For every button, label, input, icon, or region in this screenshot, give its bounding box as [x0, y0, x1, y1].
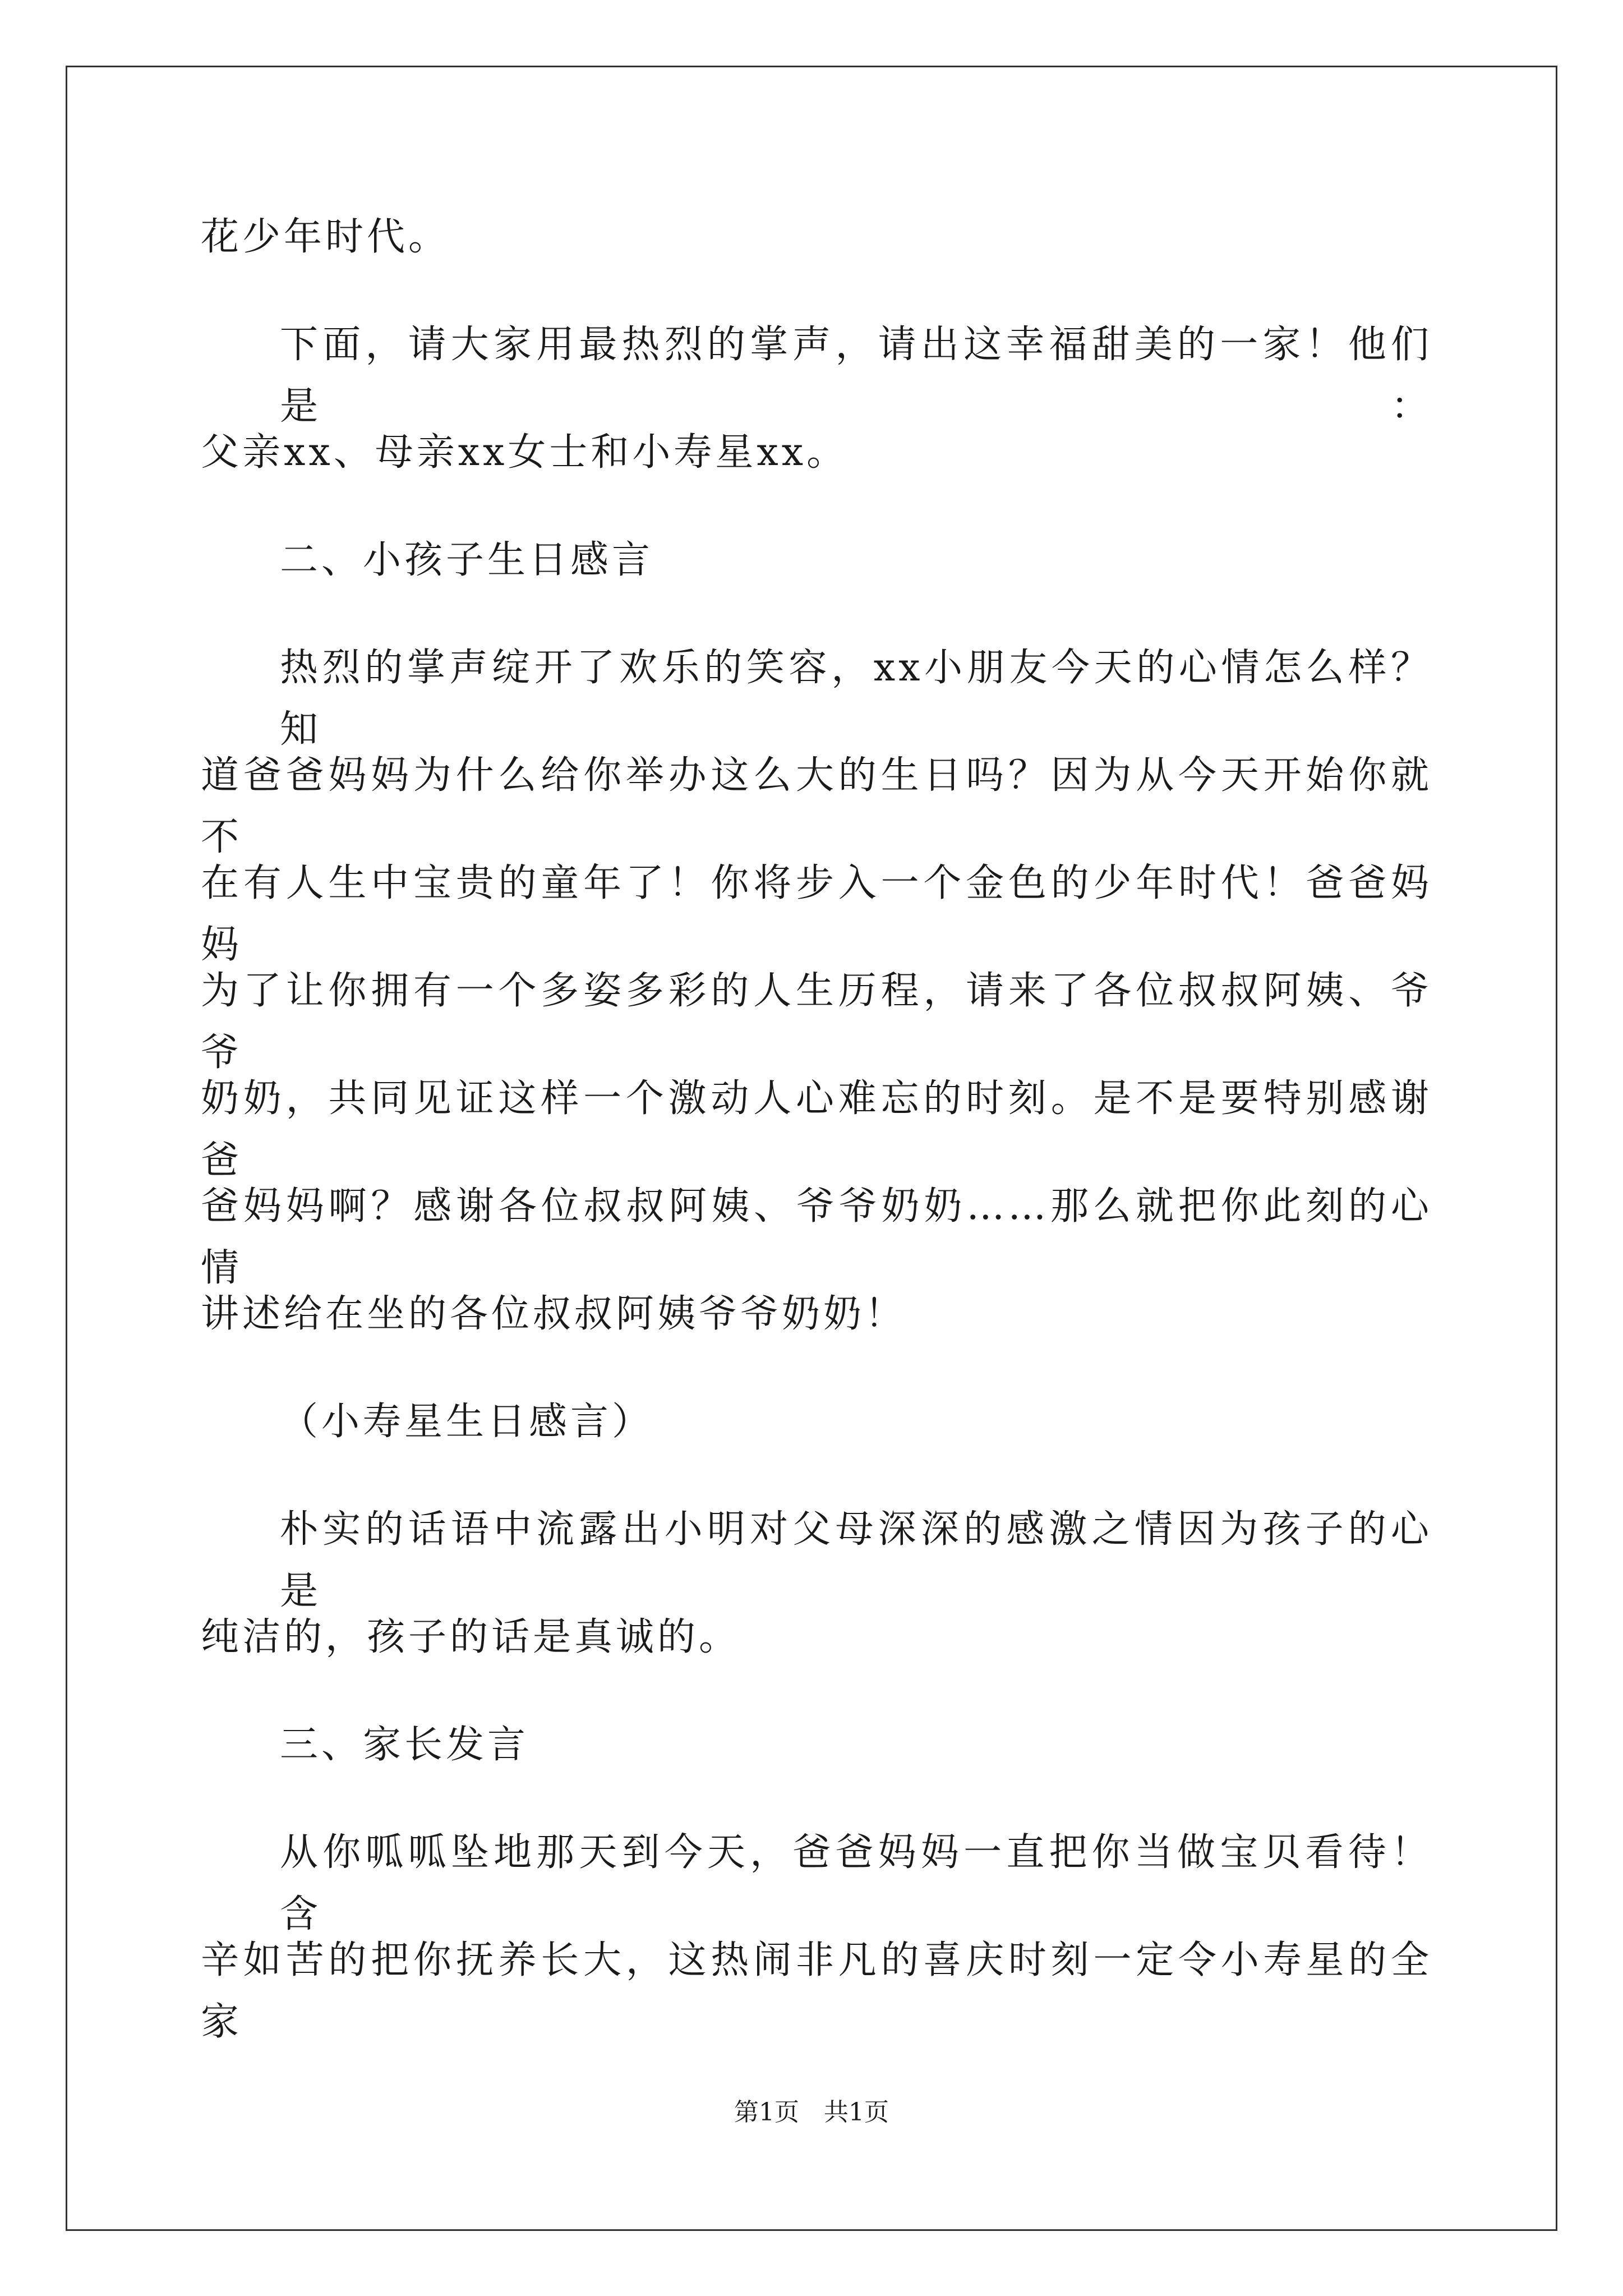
document-body — [201, 206, 1432, 2044]
paragraph-line: 从你呱呱坠地那天到今天，爸爸妈妈一直把你当做宝贝看待！含 — [280, 1830, 1432, 1936]
paragraph-line: 纯洁的，孩子的话是真诚的。 — [201, 1615, 741, 1659]
paragraph-line: 下面，请大家用最热烈的掌声，请出这幸福甜美的一家！他们是： — [280, 323, 1432, 429]
paragraph-line: 在有人生中宝贵的童年了！你将步入一个金色的少年时代！爸爸妈妈 — [201, 861, 1432, 967]
paragraph-line: 为了让你拥有一个多姿多彩的人生历程，请来了各位叔叔阿姨、爷爷 — [201, 969, 1432, 1075]
paragraph-line: 道爸爸妈妈为什么给你举办这么大的生日吗？因为从今天开始你就不 — [201, 753, 1432, 859]
page-footer — [0, 2096, 1623, 2129]
paragraph-line: 辛如苦的把你抚养长大，这热闹非凡的喜庆时刻一定令小寿星的全家 — [201, 1938, 1432, 2044]
page-total: 共1页 — [824, 2098, 889, 2127]
paragraph-line: 父亲xx、母亲xx女士和小寿星xx。 — [201, 430, 849, 475]
paragraph-line: 朴实的话语中流露出小明对父母深深的感激之情因为孩子的心是 — [280, 1507, 1432, 1613]
paragraph-line: 奶奶，共同见证这样一个激动人心难忘的时刻。是不是要特别感谢爸 — [201, 1076, 1432, 1182]
section-note: （小寿星生日感言） — [280, 1400, 654, 1444]
paragraph-line: 爸妈妈啊？感谢各位叔叔阿姨、爷爷奶奶……那么就把你此刻的心情 — [201, 1184, 1432, 1290]
section-heading: 二、小孩子生日感言 — [280, 538, 654, 582]
page-number: 第1页 — [734, 2098, 799, 2127]
paragraph-line: 讲述给在坐的各位叔叔阿姨爷爷奶奶！ — [201, 1292, 907, 1336]
section-heading: 三、家长发言 — [280, 1723, 529, 1767]
paragraph-line: 花少年时代。 — [201, 215, 450, 259]
paragraph-line: 热烈的掌声绽开了欢乐的笑容，xx小朋友今天的心情怎么样？知 — [280, 646, 1432, 752]
